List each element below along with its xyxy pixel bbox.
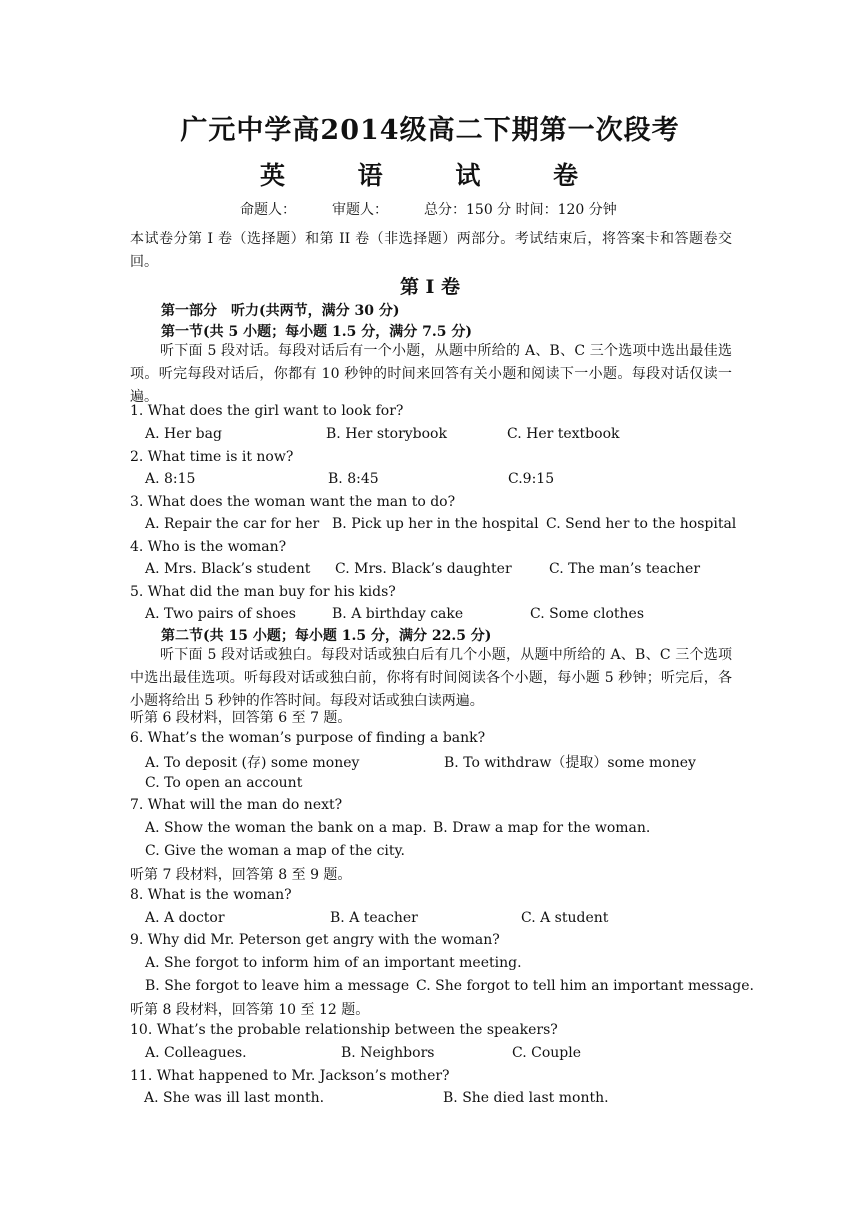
subject-title: 英 语 试 卷 bbox=[259, 161, 601, 190]
option-5a: A. Two pairs of shoes bbox=[145, 606, 296, 622]
option-6a: A. To deposit (存) some money bbox=[145, 755, 360, 771]
option-2a: A. 8:15 bbox=[145, 471, 196, 487]
option-6b: B. To withdraw（提取）some money bbox=[444, 755, 696, 771]
option-11a: A. She was ill last month. bbox=[144, 1090, 325, 1106]
option-5c: C. Some clothes bbox=[530, 606, 645, 622]
question-2: 2. What time is it now? bbox=[130, 449, 294, 465]
option-3c: C. Send her to the hospital bbox=[546, 516, 737, 532]
part-1-title: 第一部分 听力(共两节，满分 30 分) bbox=[161, 303, 400, 319]
question-1: 1. What does the girl want to look for? bbox=[130, 403, 404, 419]
option-1c: C. Her textbook bbox=[507, 426, 620, 442]
volume-1-title: 第 I 卷 bbox=[399, 276, 461, 298]
option-7b: B. Draw a map for the woman. bbox=[433, 820, 651, 836]
question-4: 4. Who is the woman? bbox=[130, 539, 287, 555]
option-9a: A. She forgot to inform him of an important meeting. bbox=[145, 955, 522, 971]
option-1a: A. Her bag bbox=[145, 426, 222, 442]
material-6-note: 听第 6 段材料，回答第 6 至 7 题。 bbox=[130, 710, 352, 726]
option-1b: B. Her storybook bbox=[326, 426, 447, 442]
option-10c: C. Couple bbox=[512, 1045, 581, 1061]
option-6c: C. To open an account bbox=[145, 775, 303, 791]
question-5: 5. What did the man buy for his kids? bbox=[130, 584, 396, 600]
question-8: 8. What is the woman? bbox=[130, 887, 292, 903]
option-4a: A. Mrs. Black’s student bbox=[145, 561, 311, 577]
question-6: 6. What’s the woman’s purpose of finding a bank? bbox=[130, 730, 486, 746]
option-4b: C. Mrs. Black’s daughter bbox=[335, 561, 512, 577]
question-11: 11. What happened to Mr. Jackson’s mother? bbox=[130, 1068, 450, 1084]
option-7c: C. Give the woman a map of the city. bbox=[145, 843, 406, 859]
section-1-instructions: 听下面 5 段对话。每段对话后有一个小题，从题中所给的 A、B、C 三个选项中选出最佳选项。听完每段对话后，你都有 10 秒钟的时间来回答有关小题和阅读下一小题。每段对话仅读一遍。 bbox=[130, 343, 732, 405]
section-2-title: 第二节(共 15 小题；每小题 1.5 分，满分 22.5 分) bbox=[161, 628, 492, 644]
option-3a: A. Repair the car for her bbox=[145, 516, 320, 532]
option-4c: C. The man’s teacher bbox=[549, 561, 701, 577]
material-7-note: 听第 7 段材料，回答第 8 至 9 题。 bbox=[130, 867, 352, 883]
question-9: 9. Why did Mr. Peterson get angry with the woman? bbox=[130, 932, 500, 948]
option-9c: C. She forgot to tell him an important message. bbox=[416, 978, 754, 994]
reviewer-label: 审题人： bbox=[332, 202, 388, 218]
option-11b: B. She died last month. bbox=[443, 1090, 609, 1106]
section-2-instructions: 听下面 5 段对话或独白。每段对话或独白后有几个小题，从题中所给的 A、B、C 三个选项中选出最佳选项。听每段对话或独白前，你将有时间阅读各个小题，每小题 5 秒钟；听完后，各小题将给出 5 秒钟的作答时间。每段对话或独白读两遍。 bbox=[130, 647, 732, 709]
option-7a: A. Show the woman the bank on a map. bbox=[145, 820, 427, 836]
option-9b: B. She forgot to leave him a message bbox=[145, 978, 410, 994]
question-10: 10. What’s the probable relationship between the speakers? bbox=[130, 1022, 558, 1038]
section-1-title: 第一节(共 5 小题；每小题 1.5 分，满分 7.5 分) bbox=[161, 324, 472, 340]
material-8-note: 听第 8 段材料，回答第 10 至 12 题。 bbox=[130, 1002, 370, 1018]
score-time: 总分：150 分 时间：120 分钟 bbox=[424, 202, 617, 218]
intro-paragraph: 本试卷分第 I 卷（选择题）和第 II 卷（非选择题）两部分。考试结束后，将答案卡和答题卷交回。 bbox=[130, 231, 732, 270]
option-8b: B. A teacher bbox=[330, 910, 418, 926]
option-3b: B. Pick up her in the hospital bbox=[332, 516, 539, 532]
option-10a: A. Colleagues. bbox=[145, 1045, 247, 1061]
option-8c: C. A student bbox=[521, 910, 609, 926]
option-2c: C.9:15 bbox=[508, 471, 555, 487]
option-2b: B. 8:45 bbox=[328, 471, 379, 487]
exam-title: 广元中学高2014级高二下期第一次段考 bbox=[180, 115, 680, 146]
question-3: 3. What does the woman want the man to do? bbox=[130, 494, 456, 510]
option-8a: A. A doctor bbox=[145, 910, 225, 926]
setter-label: 命题人： bbox=[240, 202, 296, 218]
option-5b: B. A birthday cake bbox=[332, 606, 464, 622]
option-10b: B. Neighbors bbox=[341, 1045, 435, 1061]
question-7: 7. What will the man do next? bbox=[130, 797, 343, 813]
